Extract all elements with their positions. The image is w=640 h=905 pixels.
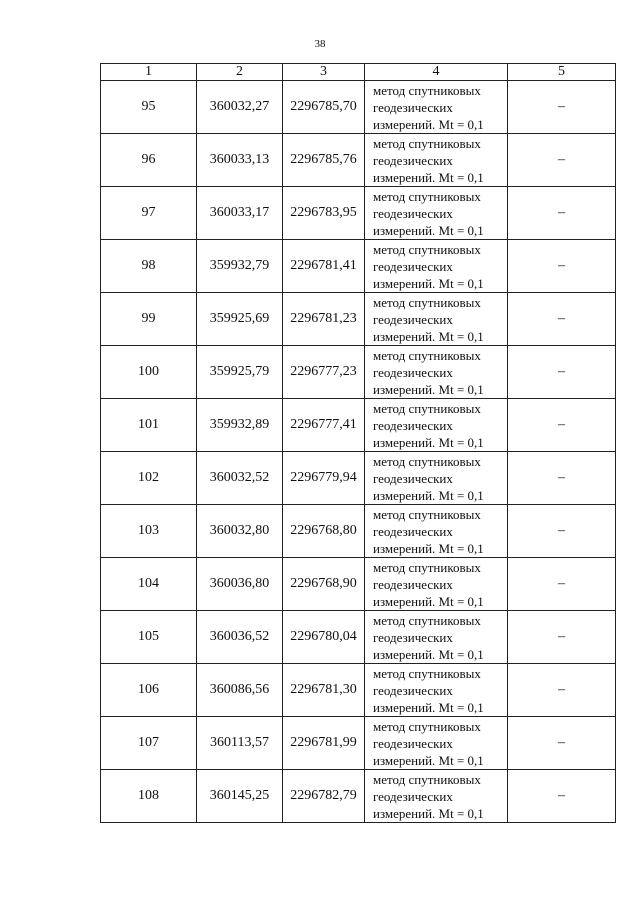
method-line: измерений. Mt = 0,1 — [373, 593, 484, 609]
table-header-row — [101, 64, 616, 81]
method-description — [365, 558, 508, 611]
method-description — [365, 664, 508, 717]
method-line: метод спутниковых — [373, 453, 481, 469]
method-description — [365, 81, 508, 134]
table-row — [101, 293, 616, 346]
note-cell: – — [508, 664, 616, 717]
note-cell: – — [508, 187, 616, 240]
table-row — [101, 81, 616, 134]
coordinate-y: 2296777,41 — [283, 399, 365, 452]
method-description — [365, 399, 508, 452]
coordinate-y: 2296782,79 — [283, 770, 365, 823]
column-header-1: 1 — [101, 64, 197, 81]
method-line: геодезических — [373, 258, 453, 274]
table-row — [101, 399, 616, 452]
note-cell: – — [508, 399, 616, 452]
point-number: 101 — [101, 399, 197, 452]
method-line: метод спутниковых — [373, 771, 481, 787]
method-line: измерений. Mt = 0,1 — [373, 646, 484, 662]
coordinate-x: 360033,17 — [197, 187, 283, 240]
method-line: геодезических — [373, 364, 453, 380]
coordinate-y: 2296785,76 — [283, 134, 365, 187]
table-row — [101, 187, 616, 240]
table-row — [101, 611, 616, 664]
method-line: измерений. Mt = 0,1 — [373, 752, 484, 768]
method-description — [365, 611, 508, 664]
method-line: геодезических — [373, 99, 453, 115]
coordinate-y: 2296781,41 — [283, 240, 365, 293]
column-header-2: 2 — [197, 64, 283, 81]
method-description — [365, 293, 508, 346]
coordinate-x: 360032,27 — [197, 81, 283, 134]
note-cell: – — [508, 134, 616, 187]
method-line: геодезических — [373, 576, 453, 592]
point-number: 98 — [101, 240, 197, 293]
page-number: 38 — [314, 38, 326, 50]
method-line: метод спутниковых — [373, 718, 481, 734]
table-row — [101, 134, 616, 187]
table-body — [101, 81, 616, 823]
method-description — [365, 187, 508, 240]
note-cell: – — [508, 505, 616, 558]
coordinate-x: 359932,89 — [197, 399, 283, 452]
column-header-3: 3 — [283, 64, 365, 81]
coordinate-y: 2296777,23 — [283, 346, 365, 399]
column-header-5: 5 — [508, 64, 616, 81]
note-cell: – — [508, 770, 616, 823]
method-line: измерений. Mt = 0,1 — [373, 699, 484, 715]
coordinate-x: 359925,69 — [197, 293, 283, 346]
coordinate-y: 2296768,80 — [283, 505, 365, 558]
point-number: 105 — [101, 611, 197, 664]
point-number: 102 — [101, 452, 197, 505]
coordinate-x: 360033,13 — [197, 134, 283, 187]
point-number: 106 — [101, 664, 197, 717]
coordinate-y: 2296781,30 — [283, 664, 365, 717]
coordinate-x: 360086,56 — [197, 664, 283, 717]
method-line: метод спутниковых — [373, 294, 481, 310]
point-number: 95 — [101, 81, 197, 134]
note-cell: – — [508, 346, 616, 399]
method-description — [365, 505, 508, 558]
table-row — [101, 240, 616, 293]
method-line: геодезических — [373, 629, 453, 645]
coordinate-x: 359925,79 — [197, 346, 283, 399]
column-header-4: 4 — [365, 64, 508, 81]
coordinate-y: 2296781,23 — [283, 293, 365, 346]
coordinate-y: 2296785,70 — [283, 81, 365, 134]
note-cell: – — [508, 558, 616, 611]
method-line: геодезических — [373, 152, 453, 168]
method-description — [365, 452, 508, 505]
method-line: метод спутниковых — [373, 506, 481, 522]
method-line: метод спутниковых — [373, 612, 481, 628]
method-description — [365, 717, 508, 770]
method-line: измерений. Mt = 0,1 — [373, 275, 484, 291]
coordinate-y: 2296768,90 — [283, 558, 365, 611]
table-row — [101, 558, 616, 611]
method-description — [365, 770, 508, 823]
method-line: геодезических — [373, 523, 453, 539]
method-line: метод спутниковых — [373, 400, 481, 416]
coordinate-y: 2296780,04 — [283, 611, 365, 664]
method-line: геодезических — [373, 470, 453, 486]
method-line: метод спутниковых — [373, 559, 481, 575]
method-description — [365, 240, 508, 293]
method-line: измерений. Mt = 0,1 — [373, 116, 484, 132]
coordinate-x: 360036,52 — [197, 611, 283, 664]
method-description — [365, 346, 508, 399]
table-row — [101, 505, 616, 558]
method-line: метод спутниковых — [373, 347, 481, 363]
note-cell: – — [508, 293, 616, 346]
note-cell: – — [508, 81, 616, 134]
coordinate-y: 2296779,94 — [283, 452, 365, 505]
method-line: измерений. Mt = 0,1 — [373, 805, 484, 821]
note-cell: – — [508, 452, 616, 505]
method-line: геодезических — [373, 788, 453, 804]
point-number: 99 — [101, 293, 197, 346]
table-row — [101, 452, 616, 505]
note-cell: – — [508, 611, 616, 664]
method-line: метод спутниковых — [373, 241, 481, 257]
coordinate-x: 360032,80 — [197, 505, 283, 558]
method-line: геодезических — [373, 735, 453, 751]
method-line: измерений. Mt = 0,1 — [373, 540, 484, 556]
point-number: 100 — [101, 346, 197, 399]
method-line: измерений. Mt = 0,1 — [373, 169, 484, 185]
method-line: геодезических — [373, 682, 453, 698]
method-line: измерений. Mt = 0,1 — [373, 487, 484, 503]
method-line: измерений. Mt = 0,1 — [373, 381, 484, 397]
point-number: 108 — [101, 770, 197, 823]
method-description — [365, 134, 508, 187]
point-number: 107 — [101, 717, 197, 770]
point-number: 96 — [101, 134, 197, 187]
point-number: 97 — [101, 187, 197, 240]
note-cell: – — [508, 717, 616, 770]
note-cell: – — [508, 240, 616, 293]
method-line: метод спутниковых — [373, 135, 481, 151]
method-line: геодезических — [373, 205, 453, 221]
method-line: измерений. Mt = 0,1 — [373, 434, 484, 450]
method-line: геодезических — [373, 311, 453, 327]
table-row — [101, 346, 616, 399]
point-number: 104 — [101, 558, 197, 611]
method-line: метод спутниковых — [373, 665, 481, 681]
table-row — [101, 717, 616, 770]
method-line: измерений. Mt = 0,1 — [373, 222, 484, 238]
coordinate-x: 360113,57 — [197, 717, 283, 770]
coordinates-table — [100, 63, 616, 823]
coordinate-x: 359932,79 — [197, 240, 283, 293]
coordinate-x: 360036,80 — [197, 558, 283, 611]
point-number: 103 — [101, 505, 197, 558]
method-line: метод спутниковых — [373, 188, 481, 204]
method-line: метод спутниковых — [373, 82, 481, 98]
coordinate-y: 2296781,99 — [283, 717, 365, 770]
coordinate-x: 360032,52 — [197, 452, 283, 505]
coordinate-y: 2296783,95 — [283, 187, 365, 240]
table-row — [101, 664, 616, 717]
method-line: измерений. Mt = 0,1 — [373, 328, 484, 344]
coordinate-x: 360145,25 — [197, 770, 283, 823]
method-line: геодезических — [373, 417, 453, 433]
table-row — [101, 770, 616, 823]
